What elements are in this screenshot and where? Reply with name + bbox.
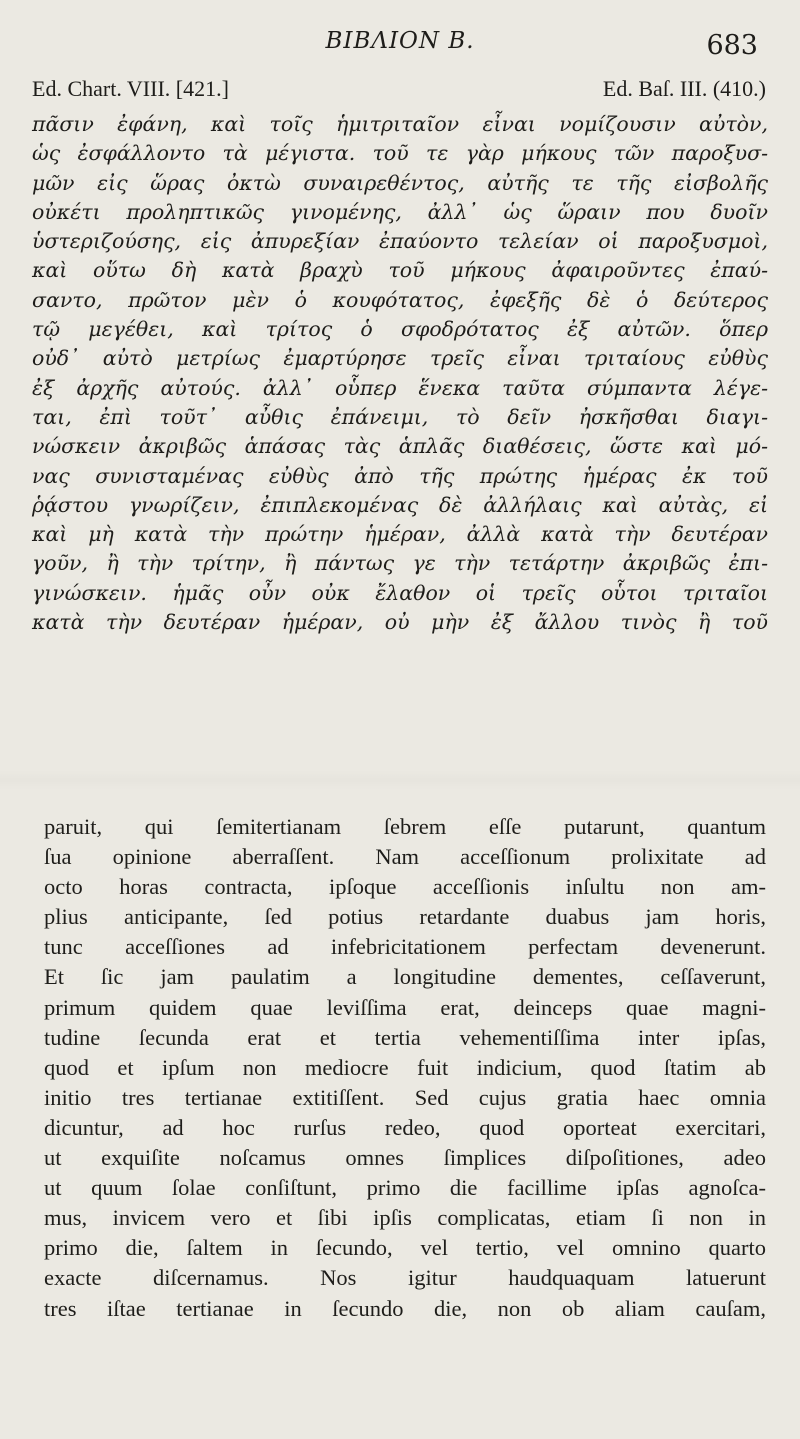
latin-line: ſua opinione aberraſſent. Nam acceſſionum prolixitate ad: [44, 844, 766, 870]
latin-line: Et ſic jam paulatim a longitudine dementes, ceſſaverunt,: [44, 964, 766, 990]
latin-line: paruit, qui ſemitertianam ſebrem eſſe putarunt, quantum: [44, 814, 766, 839]
latin-line: initio tres tertianae extitiſſent. Sed cujus gratia haec omnia: [44, 1084, 766, 1110]
latin-line: tunc acceſſiones ad infebricitationem perfectam devenerunt.: [44, 934, 766, 960]
greek-line: καὶ οὕτω δὴ κατὰ βραχὺ τοῦ μήκους ἀφαιροῦντες ἐπαύ-: [32, 258, 768, 283]
latin-line: octo horas contracta, ipſoque acceſſionis inſultu non am-: [44, 874, 766, 900]
greek-line: γινώσκειν. ἡμᾶς οὖν οὐκ ἔλαθον οἱ τρεῖς οὗτοι τριταῖοι: [32, 580, 768, 605]
latin-line: tres iſtae tertianae in ſecundo die, non ob aliam cauſam,: [44, 1295, 766, 1321]
latin-line: tudine ſecunda erat et tertia vehementiſſima inter ipſas,: [44, 1024, 766, 1050]
greek-line: τῷ μεγέθει, καὶ τρίτος ὁ σφοδρότατος ἐξ αὐτῶν. ὅπερ: [32, 317, 768, 342]
greek-line: γοῦν, ἢ τὴν τρίτην, ἢ πάντως γε τὴν τετάρτην ἀκριβῶς ἐπι-: [32, 551, 768, 576]
greek-line: ῥᾴστου γνωρίζειν, ἐπιπλεκομένας δὲ ἀλλήλαις καὶ αὐτὰς, εἰ: [32, 492, 768, 517]
edition-reference-right: Ed. Baſ. III. (410.): [602, 76, 766, 101]
greek-line: μῶν εἰς ὥρας ὀκτὼ συναιρεθέντος, αὐτῆς τε τῆς εἰσβολῆς: [32, 170, 768, 195]
page-number: 683: [706, 30, 758, 61]
latin-text-block: [44, 812, 766, 1324]
latin-line: mus, invicem vero et ſibi ipſis complicatas, etiam ſi non in: [44, 1205, 766, 1231]
greek-line: καὶ μὴ κατὰ τὴν πρώτην ἡμέραν, ἀλλὰ κατὰ τὴν δευτέραν: [32, 522, 768, 547]
latin-line: plius anticipante, ſed potius retardante duabus jam horis,: [44, 904, 766, 930]
greek-text-block: [32, 110, 768, 637]
latin-line: primo die, ſaltem in ſecundo, vel tertio, vel omnino quarto: [44, 1235, 766, 1261]
greek-line: ἐξ ἀρχῆς αὐτούς. ἀλλ᾽ οὗπερ ἕνεκα ταῦτα σύμπαντα λέγε-: [32, 375, 768, 400]
latin-line: ut exquiſite noſcamus omnes ſimplices diſpoſitiones, adeo: [44, 1145, 766, 1171]
latin-line: exacte diſcernamus. Nos igitur haudquaquam latuerunt: [44, 1265, 766, 1291]
greek-line: ὡς ἐσφάλλοντο τὰ μέγιστα. τοῦ τε γὰρ μήκους τῶν παροξυσ-: [32, 141, 768, 166]
latin-line: ut quum ſolae conſiſtunt, primo die facillime ipſas agnoſca-: [44, 1175, 766, 1201]
running-head-title: ΒΙΒΛΙΟΝ Β.: [325, 28, 475, 54]
latin-line: dicuntur, ad hoc rurſus redeo, quod oporteat exercitari,: [44, 1114, 766, 1140]
latin-line: quod et ipſum non mediocre fuit indicium, quod ſtatim ab: [44, 1054, 766, 1080]
greek-line: σαντο, πρῶτον μὲν ὁ κουφότατος, ἐφεξῆς δὲ ὁ δεύτερος: [32, 287, 768, 312]
latin-line: primum quidem quae leviſſima erat, deinceps quae magni-: [44, 994, 766, 1020]
section-gap: [0, 770, 800, 790]
greek-line: πᾶσιν ἐφάνη, καὶ τοῖς ἡμιτριταῖον εἶναι νομίζουσιν αὐτὸν,: [32, 112, 768, 136]
greek-line: κατὰ τὴν δευτέραν ἡμέραν, οὐ μὴν ἐξ ἄλλου τινὸς ἢ τοῦ: [32, 610, 768, 635]
greek-line: ὑστεριζούσης, εἰς ἀπυρεξίαν ἐπαύοντο τελείαν οἱ παροξυσμοὶ,: [32, 229, 768, 254]
greek-line: οὐδ᾽ αὐτὸ μετρίως ἐμαρτύρησε τρεῖς εἶναι τριταίους εὐθὺς: [32, 346, 768, 371]
edition-reference-left: Ed. Chart. VIII. [421.]: [32, 76, 229, 101]
greek-line: νας συνισταμένας εὐθὺς ἀπὸ τῆς πρώτης ἡμέρας ἐκ τοῦ: [32, 463, 768, 488]
greek-line: οὐκέτι προληπτικῶς γινομένης, ἀλλ᾽ ὡς ὥραιν που δυοῖν: [32, 199, 768, 224]
greek-line: ται, ἐπὶ τοῦτ᾽ αὖθις ἐπάνειμι, τὸ δεῖν ἠσκῆσθαι διαγι-: [32, 404, 768, 429]
greek-line: νώσκειν ἀκριβῶς ἁπάσας τὰς ἁπλᾶς διαθέσεις, ὥστε καὶ μό-: [32, 434, 768, 459]
